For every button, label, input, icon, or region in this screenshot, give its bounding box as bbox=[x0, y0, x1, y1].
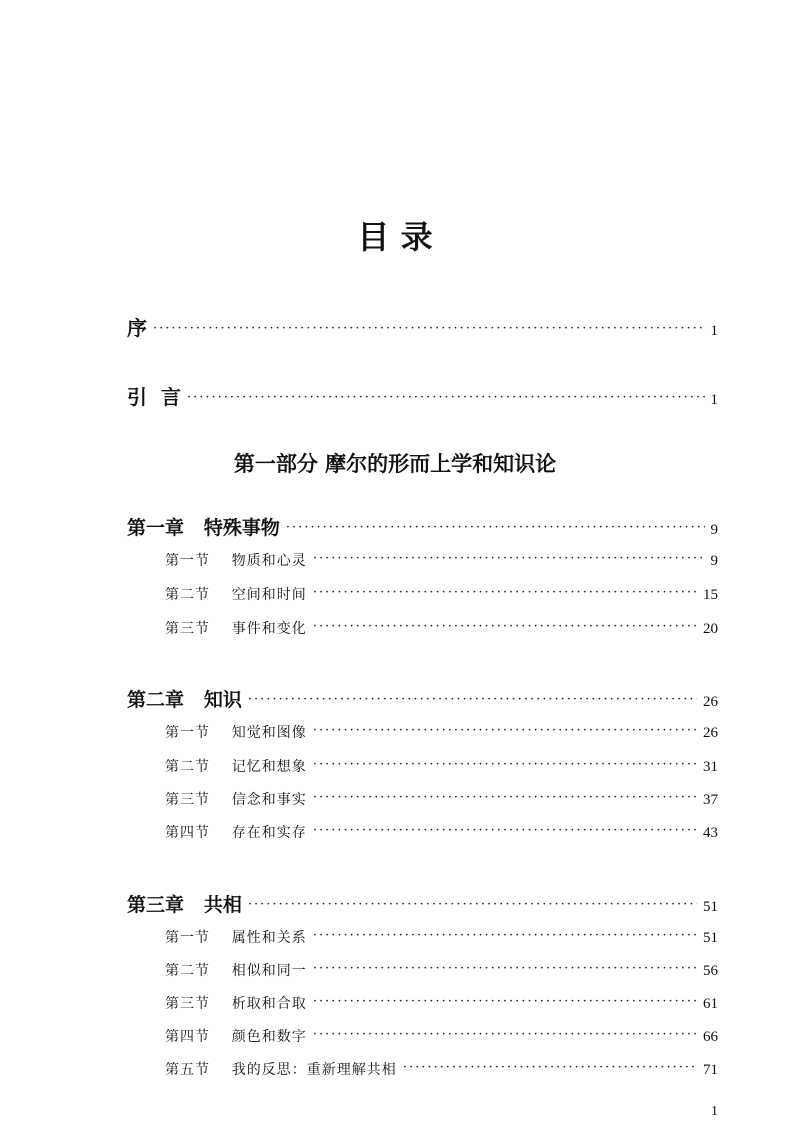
dot-leader bbox=[313, 723, 697, 738]
toc-page: 9 bbox=[710, 553, 718, 569]
toc-label: 第一节 物质和心灵 bbox=[165, 553, 307, 569]
dot-leader bbox=[313, 790, 697, 805]
dot-leader bbox=[248, 692, 697, 707]
toc-label: 第二节 空间和时间 bbox=[165, 587, 307, 603]
toc-label: 第三节 事件和变化 bbox=[165, 621, 307, 637]
toc-label: 第二章 知识 bbox=[127, 689, 242, 711]
dot-leader bbox=[313, 961, 697, 976]
toc-label: 第二节 相似和同一 bbox=[165, 963, 307, 979]
toc-page: 1 bbox=[710, 323, 718, 339]
toc-page: 61 bbox=[703, 996, 718, 1012]
toc-entry-section[interactable] bbox=[165, 618, 718, 638]
toc-entry-section[interactable] bbox=[165, 550, 718, 570]
toc-label: 引 言 bbox=[127, 385, 181, 409]
toc-page: 51 bbox=[703, 930, 718, 946]
dot-leader bbox=[313, 928, 697, 943]
toc-entry-preface[interactable] bbox=[127, 312, 718, 341]
toc-label: 第四节 存在和实存 bbox=[165, 825, 307, 841]
toc-entry-chapter-1[interactable] bbox=[127, 513, 718, 540]
toc-entry-section[interactable] bbox=[165, 722, 718, 742]
page-number: 1 bbox=[711, 1104, 718, 1119]
toc-label: 第三章 共相 bbox=[127, 894, 242, 916]
dot-leader bbox=[313, 619, 697, 634]
toc-page: 56 bbox=[703, 963, 718, 979]
dot-leader bbox=[313, 1027, 697, 1042]
toc-label: 第三节 析取和合取 bbox=[165, 996, 307, 1012]
toc-page: 26 bbox=[703, 725, 718, 741]
toc-entry-section[interactable] bbox=[165, 927, 718, 947]
toc-label: 第四节 颜色和数字 bbox=[165, 1029, 307, 1045]
toc-label: 第五节 我的反思：重新理解共相 bbox=[165, 1062, 397, 1078]
dot-leader bbox=[286, 520, 705, 535]
toc-page: 43 bbox=[703, 825, 718, 841]
toc-page: 37 bbox=[703, 792, 718, 808]
dot-leader bbox=[153, 321, 705, 336]
toc-label: 第一章 特殊事物 bbox=[127, 517, 280, 539]
toc-label: 第一节 属性和关系 bbox=[165, 930, 307, 946]
toc-page: 9 bbox=[710, 522, 718, 538]
toc-page: 26 bbox=[703, 694, 718, 710]
dot-leader bbox=[313, 823, 697, 838]
toc-page: 20 bbox=[703, 621, 718, 637]
toc-label: 第三节 信念和事实 bbox=[165, 792, 307, 808]
toc-entry-section[interactable] bbox=[165, 789, 718, 809]
toc-label: 第二节 记忆和想象 bbox=[165, 759, 307, 775]
toc-label: 第一节 知觉和图像 bbox=[165, 725, 307, 741]
page-title: 目 录 bbox=[357, 218, 433, 256]
dot-leader bbox=[313, 757, 697, 772]
toc-entry-section[interactable] bbox=[165, 756, 718, 776]
dot-leader bbox=[313, 585, 697, 600]
toc-entry-section[interactable] bbox=[165, 584, 718, 604]
toc-entry-section[interactable] bbox=[165, 1059, 718, 1079]
dot-leader bbox=[187, 390, 705, 405]
toc-page: 71 bbox=[703, 1062, 718, 1078]
toc-page: 31 bbox=[703, 759, 718, 775]
toc-entry-section[interactable] bbox=[165, 822, 718, 842]
toc-entry-chapter-2[interactable] bbox=[127, 685, 718, 712]
dot-leader bbox=[248, 897, 697, 912]
toc-page: 66 bbox=[703, 1029, 718, 1045]
toc-page: 1 bbox=[710, 392, 718, 408]
part-title: 第一部分 摩尔的形而上学和知识论 bbox=[233, 452, 557, 476]
toc-label: 序 bbox=[127, 316, 147, 340]
toc-entry-section[interactable] bbox=[165, 960, 718, 980]
dot-leader bbox=[403, 1060, 697, 1075]
toc-entry-section[interactable] bbox=[165, 1026, 718, 1046]
toc-page: 15 bbox=[703, 587, 718, 603]
toc-page: 51 bbox=[703, 899, 718, 915]
toc-entry-section[interactable] bbox=[165, 993, 718, 1013]
dot-leader bbox=[313, 994, 697, 1009]
dot-leader bbox=[313, 551, 705, 566]
toc-entry-intro[interactable] bbox=[127, 381, 718, 410]
toc-entry-chapter-3[interactable] bbox=[127, 890, 718, 917]
